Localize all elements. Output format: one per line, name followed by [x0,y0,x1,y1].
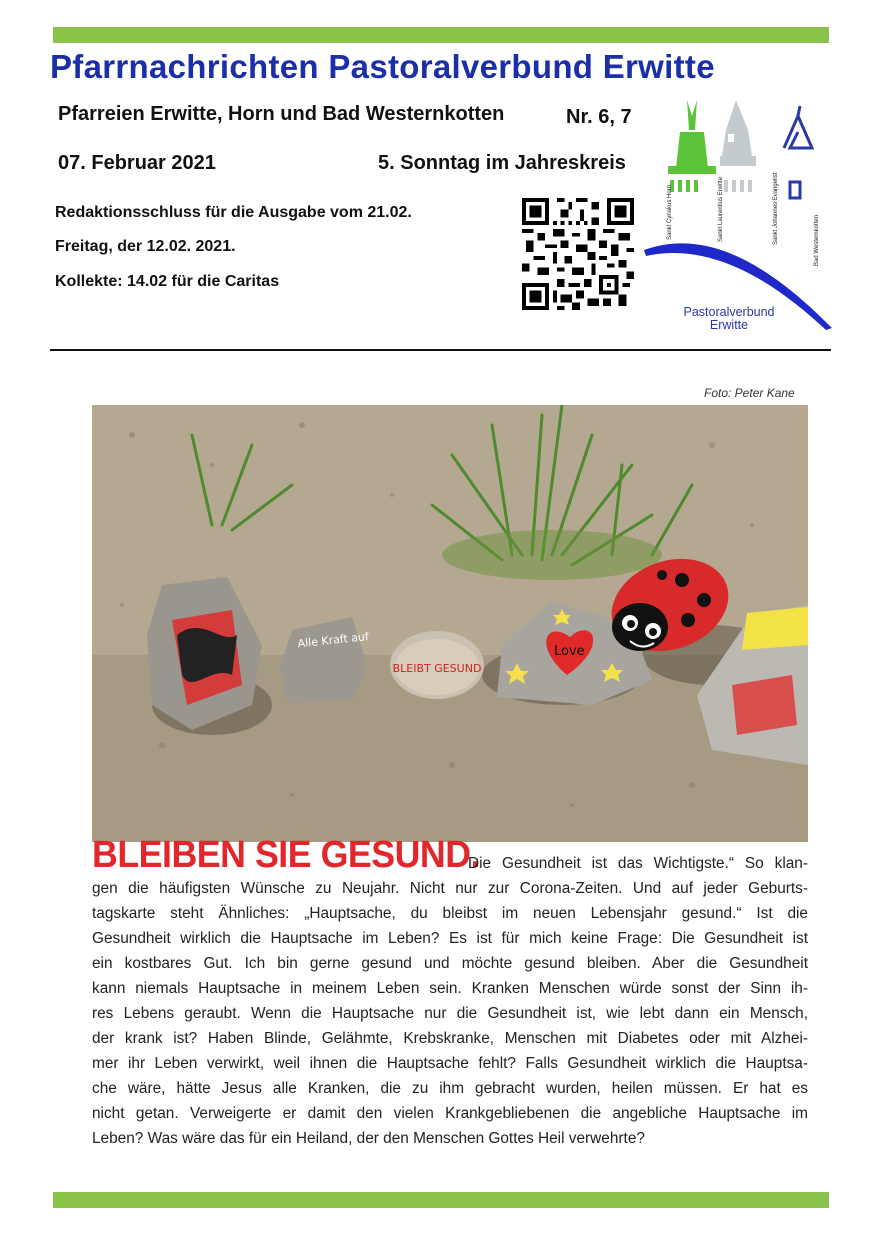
church-name-horn: Sankt Cyriakus Horn [667,184,673,240]
top-green-bar [53,27,829,43]
parishes-subtitle: Pfarreien Erwitte, Horn und Bad Westernkotten [58,103,505,125]
church-name-westernkotten: Bad Westernkotten [814,215,820,266]
blue-church-icon [784,106,812,198]
deadline-date-line: Freitag, der 12.02. 2021. [55,238,236,255]
article-line: res Lebens geraubt. Wenn die Hauptsache nur die Gesundheit ist, wie lebt dann ein Mensch, [92,1005,808,1022]
article-line: gen die häufigsten Wünsche zu Neujahr. Nicht nur zur Corona-Zeiten. Und auf jeder Geburts- [92,880,808,897]
article-line: kann niemals Hauptsache in meinem Leben sein. Kranken Menschen würde sonst der Sinn ih- [92,980,808,997]
liturgical-sunday: 5. Sonntag im Jahreskreis [378,152,626,174]
article-headline: BLEIBEN SIE GESUND. [92,834,481,876]
logo-wordmark [666,306,792,332]
article-line: der krank ist? Haben Blinde, Gelähmte, Krebskranke, Menschen mit Diabetes oder mit Alzhei- [92,1030,808,1047]
header-rule [50,349,831,351]
painted-stones-photo [92,405,808,842]
issue-date: 07. Februar 2021 [58,152,216,174]
photo-credit: Foto: Peter Kane [704,386,795,400]
green-church-icon [668,100,716,192]
article-line: ein kostbares Gut. Ich bin gerne gesund und möchte gesund bleiben. Aber die Gesundheit [92,955,808,972]
bottom-green-bar [53,1192,829,1208]
church-name-evangelist: Sankt Johannes Evangelist [773,172,779,245]
article-line: Leben? Was wäre das für ein Heiland, der den Menschen Gottes Heil verwehrte? [92,1130,645,1147]
qr-code[interactable] [522,196,634,312]
article-line: Die Gesundheit ist das Wichtigste.“ So klan- [468,855,808,872]
logo-text-line1: Pastoralverbund [683,305,775,319]
stone-bleibt-gesund [390,631,484,699]
article-line: Gesundheit wirklich die Hauptsache im Leben? Es ist für mich keine Frage: Die Gesundheit ist [92,930,808,947]
issue-number: Nr. 6, 7 [566,106,632,128]
article-line: tagskarte steht Ähnliches: „Hauptsache, du bleibst im neuen Lebensjahr gesund.“ Ist die [92,905,808,922]
deadline-line: Redaktionsschluss für die Ausgabe vom 21.02. [55,204,412,221]
stone-text-3: Love [554,644,585,659]
article-line: nicht getan. Verweigerte er damit den vielen Krankgebliebenen die angebliche Hauptsache im [92,1105,808,1122]
article-line: mer ihr Leben verwirkt, weil ihnen die Hauptsache fehlt? Falls Gesundheit wirklich die Hauptsa- [92,1055,808,1072]
pastoralverbund-logo [640,90,835,338]
grey-church-icon [720,100,756,192]
collection-line: Kollekte: 14.02 für die Caritas [55,273,280,290]
newsletter-title: Pfarrnachrichten Pastoralverbund Erwitte [50,48,715,85]
church-name-erwitte: Sankt Laurentius Erwitte [718,176,724,242]
stone-text-2: BLEIBT GESUND [392,662,482,675]
stone-text-1: Alle Kraft auf [296,629,370,651]
article-line: che wäre, hätte Jesus alle Kranken, die zu ihm gebracht wurden, heilen müssen. Er hat es [92,1080,808,1097]
logo-text-line2: Erwitte [709,318,749,332]
